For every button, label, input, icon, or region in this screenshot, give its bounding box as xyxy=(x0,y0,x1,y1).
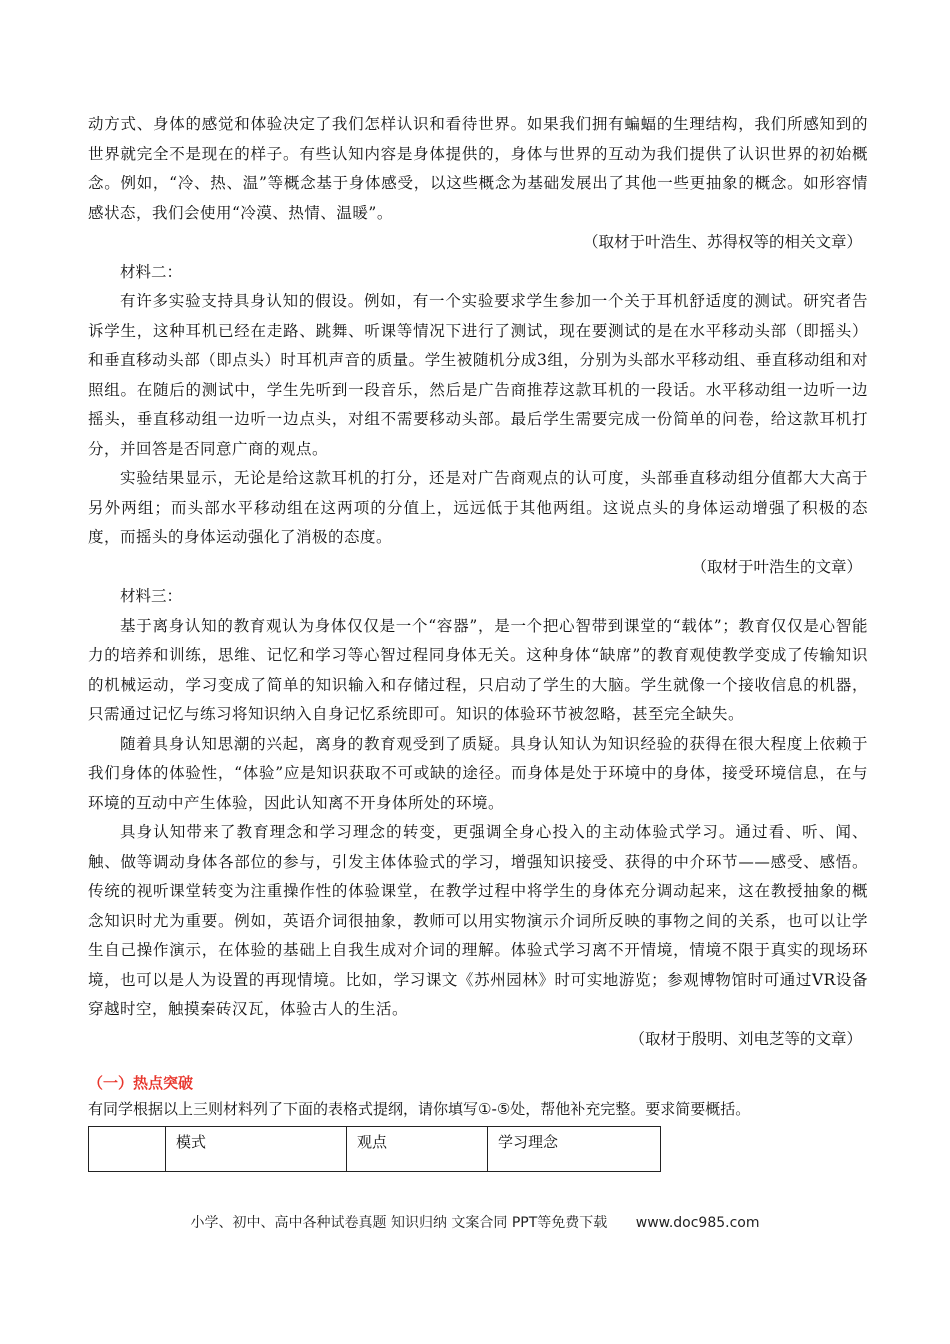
table-header-learning-concept: 学习理念 xyxy=(488,1127,661,1172)
material3-source: （取材于殷明、刘电芝等的文章） xyxy=(629,1029,862,1048)
material2-heading: 材料二： xyxy=(120,262,183,281)
page-footer xyxy=(0,1212,950,1232)
material3-heading: 材料三： xyxy=(120,587,183,605)
question-text: 有同学根据以上三则材料列了下面的表格式提纲，请你填写①-⑤处，帮他补充完整。要求简要概括。 xyxy=(88,1100,751,1118)
outline-table xyxy=(88,1126,661,1172)
material3-paragraph-2: 随着具身认知思潮的兴起，离身的教育观受到了质疑。具身认知认为知识经验的获得在很大程度上依赖于我们身体的体验性，“体验”应是知识获取不可或缺的途径。而身体是处于环境中的身体，接受环境信息，在与环境的互动中产生体验，因此认知离不开身体所处的环境。 xyxy=(88,734,868,812)
material3-paragraph-1: 基于离身认知的教育观认为身体仅仅是一个“容器”，是一个把心智带到课堂的“载体”；教育仅仅是心智能力的培养和训练，思维、记忆和学习等心智过程同身体无关。这种身体“缺席”的教育观使教学变成了传输知识的机械运动，学习变成了简单的知识输入和存储过程，只启动了学生的大脑。学生就像一个接收信息的机器，只需通过记忆与练习将知识纳入自身记忆系统即可。知识的体验环节被忽略，甚至完全缺失。 xyxy=(88,616,868,723)
footer-site: www.doc985.com xyxy=(635,1215,760,1231)
section-title: （一）热点突破 xyxy=(88,1074,194,1092)
material3-paragraph-3: 具身认知带来了教育理念和学习理念的转变，更强调全身心投入的主动体验式学习。通过看、听、闻、触、做等调动身体各部位的参与，引发主体体验式的学习，增强知识接受、获得的中介环节——感受、感悟。传统的视听课堂转变为注重操作性的体验课堂，在教学过程中将学生的身体充分调动起来，这在教授抽象的概念知识时尤为重要。例如，英语介词很抽象，教师可以用实物演示介词所反映的事物之间的关系，也可以让学生自己操作演示，在体验的基础上自我生成对介词的理解。体验式学习离不开情境，情境不限于真实的现场环境，也可以是人为设置的再现情境。比如，学习课文《苏州园林》时可实地游览；参观博物馆时可通过VR设备穿越时空，触摸秦砖汉瓦，体验古人的生活。 xyxy=(88,823,868,1018)
table-header-viewpoint: 观点 xyxy=(347,1127,488,1172)
footer-text: 小学、初中、高中各种试卷真题 知识归纳 文案合同 PPT等免费下载 xyxy=(190,1215,608,1231)
material2-paragraph-2: 实验结果显示，无论是给这款耳机的打分，还是对广告商观点的认可度，头部垂直移动组分值都大大高于另外两组；而头部水平移动组在这两项的分值上，远远低于其他两组。这说点头的身体运动增强了积极的态度，而摇头的身体运动强化了消极的态度。 xyxy=(88,469,868,546)
table-header-row xyxy=(89,1127,661,1172)
table-header-empty xyxy=(89,1127,166,1172)
material1-source: （取材于叶浩生、苏得权等的相关文章） xyxy=(582,233,862,251)
material2-paragraph-1: 有许多实验支持具身认知的假设。例如，有一个实验要求学生参加一个关于耳机舒适度的测试。研究者告诉学生，这种耳机已经在走路、跳舞、听课等情况下进行了测试，现在要测试的是在水平移动头部（即摇头）和垂直移动头部（即点头）时耳机声音的质量。学生被随机分成3组，分别为头部水平移动组、垂直移动组和对照组。在随后的测试中，学生先听到一段音乐，然后是广告商推荐这款耳机的一段话。水平移动组一边听一边摇头，垂直移动组一边听一边点头，对组不需要移动头部。最后学生需要完成一份简单的问卷，给这款耳机打分，并回答是否同意广商的观点。 xyxy=(88,292,868,458)
document-page xyxy=(88,110,868,1172)
material2-source: （取材于叶浩生的文章） xyxy=(691,557,862,576)
table-header-mode: 模式 xyxy=(166,1127,347,1172)
material1-tail-paragraph: 动方式、身体的感觉和体验决定了我们怎样认识和看待世界。如果我们拥有蝙蝠的生理结构，我们所感知到的世界就完全不是现在的样子。有些认知内容是身体提供的，身体与世界的互动为我们提供了认识世界的初始概念。例如，“冷、热、温”等概念基于身体感受，以这些概念为基础发展出了其他一些更抽象的概念。如形容情感状态，我们会使用“冷漠、热情、温暖”。 xyxy=(88,115,868,222)
